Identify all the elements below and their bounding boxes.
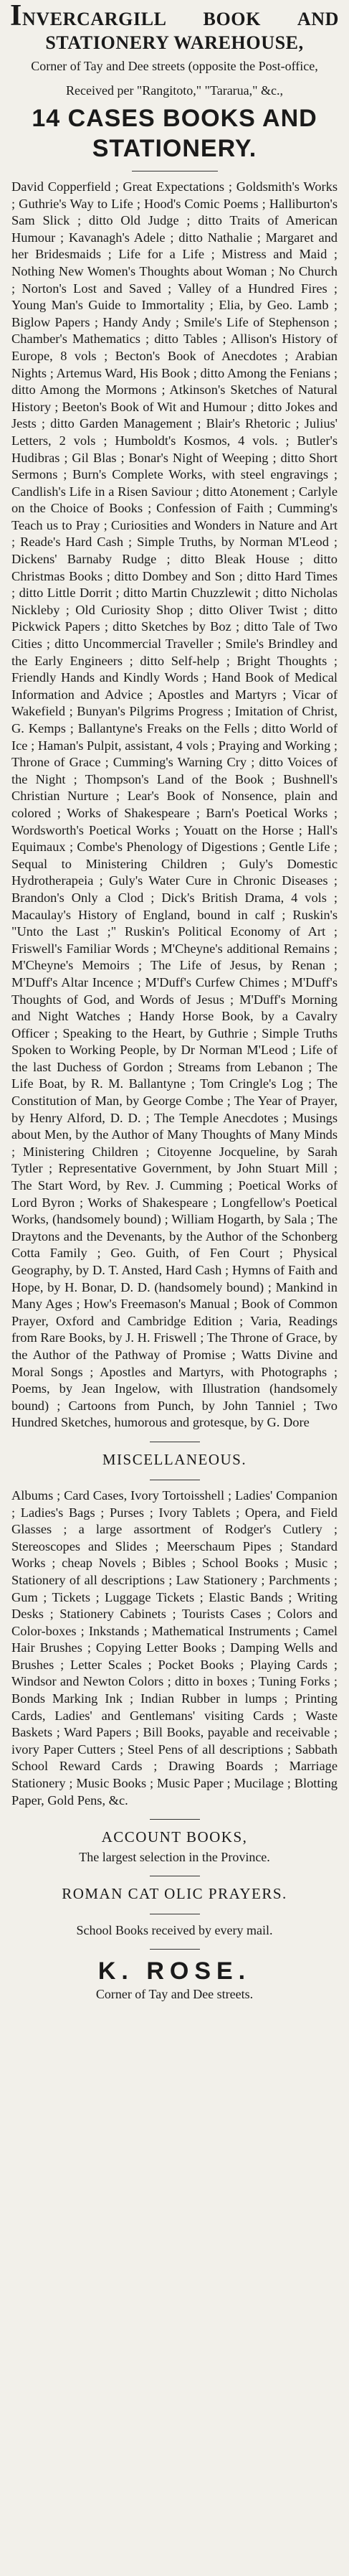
divider-rule — [150, 1949, 200, 1950]
shop-address: Corner of Tay and Dee streets (opposite the Post-office, — [31, 59, 318, 73]
miscellaneous-list: Albums ; Card Cases, Ivory Tortoisshell ; Ladies' Companion ; Ladies's Bags ; Purses ; Ivory Tablets ; Opera, and Field Glasses ; a large assortment of Rodger's Cutlery ; Stereoscopes and Slides ; Meerschaum Pipes ; Standard Works ; cheap Novels ; Bibles ; School Books ; Music ; Stationery of all descriptions ; Law Stationery ; Parchments ; Gum ; Tickets ; Luggage Tickets ; Elastic Bands ; Writing Desks ; Stationery Cabinets ; Tourists Cases ; Colors and Color-boxes ; Inkstands ; Mathematical Instruments ; Camel Hair Brushes ; Copying Letter Books ; Damping Wells and Brushes ; Letter Scales ; Pocket Books ; Playing Cards ; Windsor and Newton Colors ; ditto in boxes ; Tuning Forks ; Bonds Marking Ink ; Indian Rubber in lumps ; Printing Cards, Ladies' and Gentlemans' visiting Cards ; Waste Baskets ; Ward Papers ; Bill Books, payable and receivable ; ivory Paper Cutters ; Steel Pens of all descriptions ; Sabbath School Reward Cards ; Drawing Boards ; Marriage Stationery ; Music Books ; Music Paper ; Mucilage ; Blotting Paper, Gold Pens, &c. — [11, 1487, 338, 1808]
miscellaneous-heading: MISCELLANEOUS. — [102, 1450, 247, 1468]
masthead-dropcap: I — [10, 0, 22, 32]
masthead-title — [10, 0, 339, 55]
book-catalogue: David Copperfield ; Great Expectations ; Goldsmith's Works ; Guthrie's Way to Life ; Hood's Comic Poems ; Halliburton's Sam Slick ; ditto Old Judge ; ditto Traits of American Humour ; Kavanagh's Adele ; ditto Nathalie ; Margaret and her Bridesmaids ; Life for a Life ; Mistress and Maid ; Nothing New Women's Thoughts about Woman ; No Church ; Norton's Lost and Saved ; Valley of a Hundred Fires ; Young Man's Guide to Immortality ; Elia, by Geo. Lamb ; Biglow Papers ; Handy Andy ; Smile's Life of Stephenson ; Chamber's Mathematics ; ditto Tables ; Allison's History of Europe, 8 vols ; Becton's Book of Anecdotes ; Arabian Nights ; Artemus Ward, His Book ; ditto Among the Fenians ; ditto Among the Mormons ; Atkinson's Sketches of Natural History ; Beeton's Book of Wit and Humour ; ditto Jokes and Jests ; ditto Garden Management ; Blair's Rhetoric ; Julius' Letters, 2 vols ; Humboldt's Kosmos, 4 vols. ; Butler's Hudibras ; Gil Blas ; Bonar's Night of Weeping ; ditto Short Sermons ; Burn's Complete Works, with steel engravings ; Candlish's Life in a Risen Saviour ; ditto Atonement ; Carlyle on the Choice of Books ; Confession of Faith ; Cumming's Teach us to Pray ; Curiosities and Wonders in Nature and Art ; Reade's Hard Cash ; Simple Truths, by Norman M'Leod ; Dickens' Barnaby Rudge ; ditto Bleak House ; ditto Christmas Books ; ditto Dombey and Son ; ditto Hard Times ; ditto Little Dorrit ; ditto Martin Chuzzlewit ; ditto Nicholas Nickleby ; Old Curiosity Shop ; ditto Oliver Twist ; ditto Pickwick Papers ; ditto Sketches by Boz ; ditto Tale of Two Cities ; ditto Uncommercial Traveller ; Smile's Brindley and the Early Engineers ; ditto Self-help ; Bright Thoughts ; Friendly Hands and Kindly Words ; Hand Book of Medical Information and Advice ; Apostles and Martyrs ; Vicar of Wakefield ; Bunyan's Pilgrims Progress ; Imitation of Christ, G. Kemps ; Ballantyne's Freaks on the Fells ; ditto World of Ice ; Haman's Pulpit, assistant, 4 vols ; Praying and Working ; Throne of Grace ; Cumming's Warning Cry ; ditto Voices of the Night ; Thompson's Land of the Book ; Bushnell's Christian Nurture ; Lear's Book of Nonsence, plain and colored ; Works of Shakespeare ; Barn's Poetical Works ; Wordsworth's Poetical Works ; Youatt on the Horse ; Hall's Equimaux ; Combe's Phenology of Digestions ; Gentle Life ; Sequal to Ministering Children ; Guly's Domestic Hydrotherapeia ; Guly's Water Cure in Chronic Diseases ; Brandon's Only a Clod ; Dick's British Drama, 4 vols ; Macaulay's History of England, bound in calf ; Ruskin's "Unto the Last ;" Ruskin's Political Economy of Art ; Friswell's Familiar Words ; M'Cheyne's additional Remains ; M'Cheyne's Memoirs ; The Life of Jesus, by Renan ; M'Duff's Altar Incence ; M'Duff's Curfew Chimes ; M'Duff's Thoughts of God, and Words of Jesus ; M'Duff's Morning and Night Watches ; Handy Horse Book, by a Cavalry Officer ; Speaking to the Heart, by Guthrie ; Simple Truths Spoken to Working People, by Dr Norman M'Leod ; Life of the last Duchess of Gordon ; Streams from Lebanon ; The Life Boat, by R. M. Ballantyne ; Tom Cringle's Log ; The Constitution of Man, by George Combe ; The Year of Prayer, by Henry Alford, D. D. ; The Temple Anecdotes ; Musings about Men, by the Author of Many Thoughts of Many Minds ; Ministering Children ; Citoyenne Jocqueline, by Sarah Tytler ; Representative Government, by John Stuart Mill ; The Start Word, by Rev. J. Cumming ; Poetical Works of Lord Byron ; Works of Shakespeare ; Longfellow's Poetical Works, (handsomely bound) ; William Hogarth, by Sala ; The Draytons and the Devenants, by the Author of the Schonberg Cotta Family ; Geo. Guith, of Fen Court ; Physical Geography, by D. T. Ansted, Hard Cash ; Hymns of Faith and Hope, by H. Bonar, D. D. (handsomely bound) ; Mankind in Many Ages ; How's Freemason's Manual ; Book of Common Prayer, Oxford and Cambridge Edition ; Varia, Readings from Rare Books, by J. H. Friswell ; The Throne of Grace, by the Author of the Pathway of Promise ; Watts Divine and Moral Songs ; Apostles and Martyrs, with Photographs ; Poems, by Jean Ingelow, with Illustration (handsomely bound) ; Cartoons from Punch, by John Tanniel ; Two Hundred Sketches, humorous and grotesque, by G. Dore — [11, 179, 338, 1430]
masthead-title-text: NVERCARGILL BOOK AND STATIONERY WAREHOUSE, — [21, 9, 339, 53]
account-books-subtext: The largest selection in the Province. — [79, 1850, 270, 1865]
headline: 14 CASES BOOKS AND STATIONERY. — [32, 105, 317, 162]
divider-rule — [150, 1819, 200, 1820]
school-books-line: School Books received by every mail. — [76, 1923, 273, 1938]
proprietor-name: K. ROSE. — [97, 1957, 252, 1985]
account-books-heading: ACCOUNT BOOKS, — [101, 1828, 248, 1846]
received-line: Received per "Rangitoto," "Tararua," &c., — [65, 83, 284, 98]
prayers-heading: ROMAN CAT OLIC PRAYERS. — [62, 1885, 287, 1903]
proprietor-address: Corner of Tay and Dee streets. — [95, 1987, 254, 2002]
